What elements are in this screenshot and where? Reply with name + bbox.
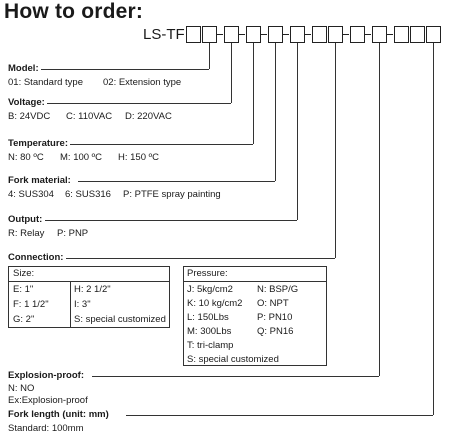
pressure-item: N: BSP/G (257, 284, 299, 295)
size-title: Size: (13, 268, 35, 279)
explosion-proof-option-1: N: NO (8, 383, 35, 394)
code-box-13 (426, 26, 441, 43)
connector-voltage-h (47, 103, 231, 104)
fork-material-label: Fork material: (8, 175, 71, 186)
connector-connection-h (66, 258, 335, 259)
size-column-divider (70, 281, 71, 328)
model-label: Model: (8, 63, 39, 74)
pressure-item: L: 150Lbs (187, 312, 229, 323)
output-label: Output: (8, 214, 43, 225)
size-item: E: 1" (13, 284, 34, 295)
temperature-label: Temperature: (8, 138, 69, 149)
connector-fork-v (275, 43, 276, 181)
code-box-4 (246, 26, 261, 43)
connector-explosion-v (379, 43, 380, 376)
model-code-prefix: LS-TF (143, 26, 185, 43)
size-item: S: special customized (74, 314, 166, 325)
connector-voltage-v (231, 43, 232, 103)
connection-label: Connection: (8, 252, 64, 263)
size-item: F: 1 1/2" (13, 299, 49, 310)
code-box-8 (328, 26, 343, 43)
pressure-item: O: NPT (257, 298, 289, 309)
fork-material-option-3: P: PTFE spray painting (123, 189, 221, 200)
voltage-option-2: C: 110VAC (66, 111, 113, 122)
code-box-9 (350, 26, 365, 43)
pressure-item: K: 10 kg/cm2 (187, 298, 243, 309)
code-dash-3 (261, 34, 267, 35)
code-dash-8 (387, 34, 393, 35)
code-box-5 (268, 26, 283, 43)
size-item: I: 3" (74, 299, 91, 310)
temperature-option-3: H: 150 ºC (118, 152, 159, 163)
code-box-3 (224, 26, 239, 43)
code-box-11 (394, 26, 409, 43)
pressure-item: T: tri-clamp (187, 340, 234, 351)
explosion-proof-label: Explosion-proof: (8, 370, 84, 381)
model-option-1: 01: Standard type (8, 77, 83, 88)
code-dash-4 (283, 34, 289, 35)
pressure-title-underline (183, 281, 327, 282)
code-dash-1 (217, 34, 223, 35)
size-item: G: 2" (13, 314, 35, 325)
connector-fork-h (78, 181, 275, 182)
connector-model-v (209, 43, 210, 69)
code-dash-5 (305, 34, 311, 35)
explosion-proof-option-2: Ex:Explosion-proof (8, 395, 88, 406)
connector-temp-v (253, 43, 254, 144)
code-box-10 (372, 26, 387, 43)
connector-model-h (41, 69, 209, 70)
voltage-option-1: B: 24VDC (8, 111, 51, 122)
connector-temp-h (70, 144, 253, 145)
temperature-option-1: N: 80 ºC (8, 152, 44, 163)
connector-output-h (45, 220, 297, 221)
code-box-6 (290, 26, 305, 43)
page-title: How to order: (4, 0, 144, 23)
connector-connection-v (335, 43, 336, 258)
pressure-item: Q: PN16 (257, 326, 294, 337)
voltage-option-3: D: 220VAC (125, 111, 172, 122)
pressure-item: S: special customized (187, 354, 279, 365)
voltage-label: Voltage: (8, 97, 45, 108)
connector-length-h (126, 415, 433, 416)
pressure-item: J: 5kg/cm2 (187, 284, 233, 295)
fork-material-option-2: 6: SUS316 (65, 189, 111, 200)
code-dash-2 (239, 34, 245, 35)
code-box-7 (312, 26, 327, 43)
fork-length-option-1: Standard: 100mm (8, 423, 84, 434)
fork-material-option-1: 4: SUS304 (8, 189, 54, 200)
code-box-2 (202, 26, 217, 43)
code-dash-7 (365, 34, 371, 35)
connector-explosion-h (92, 376, 379, 377)
fork-length-label: Fork length (unit: mm) (8, 409, 109, 420)
connector-output-v (297, 43, 298, 220)
temperature-option-2: M: 100 ºC (60, 152, 103, 163)
output-option-2: P: PNP (57, 228, 89, 239)
model-option-2: 02: Extension type (103, 77, 182, 88)
size-title-underline (8, 281, 170, 282)
output-option-1: R: Relay (8, 228, 45, 239)
size-item: H: 2 1/2" (74, 284, 111, 295)
code-box-12 (410, 26, 425, 43)
pressure-item: P: PN10 (257, 312, 293, 323)
code-box-1 (186, 26, 201, 43)
pressure-item: M: 300Lbs (187, 326, 232, 337)
connector-length-v (433, 43, 434, 415)
pressure-title: Pressure: (187, 268, 228, 279)
code-dash-6 (343, 34, 349, 35)
